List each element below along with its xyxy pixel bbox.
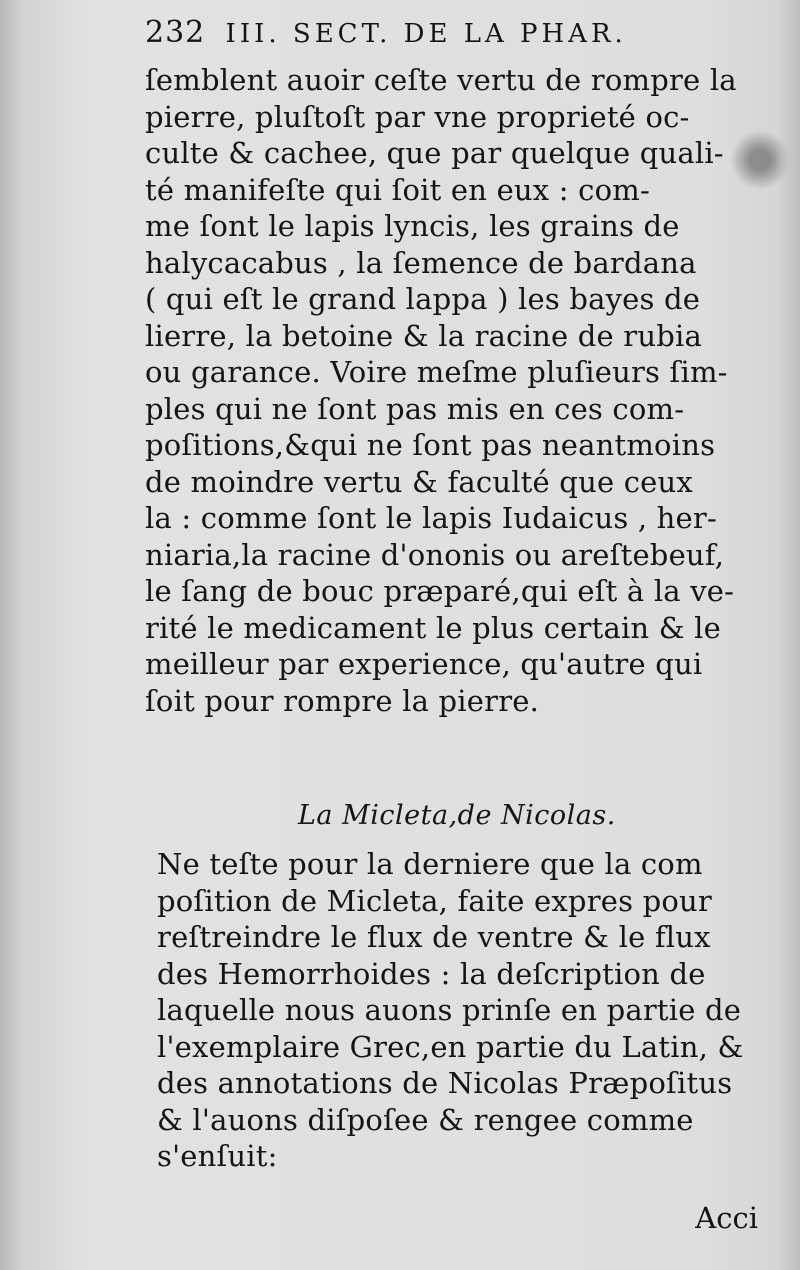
page-gutter-shadow — [0, 0, 22, 1270]
text-line: me ſont le lapis lyncis, les grains de — [145, 209, 680, 243]
text-line: lierre, la betoine & la racine de rubia — [145, 318, 702, 353]
text-line: rité le medicament le plus certain & le — [145, 610, 721, 645]
main-paragraph — [145, 62, 745, 719]
text-line: niaria,la racine d'ononis ou areſtebeuf, — [145, 537, 725, 572]
second-paragraph — [157, 846, 757, 1175]
text-line: & l'auons diſpoſee & rengee comme — [157, 1102, 694, 1137]
page-number: 232 — [145, 15, 206, 50]
text-line: ( qui eſt le grand lappa ) les bayes de — [145, 282, 701, 316]
text-line: pierre, pluſtoſt par vne proprieté oc- — [145, 99, 690, 134]
text-line: des annotations de Nicolas Præpoſitus — [157, 1066, 733, 1100]
text-line: des Hemorrhoides : la deſcription de — [157, 956, 706, 991]
text-line: reſtreindre le flux de ventre & le flux — [157, 920, 711, 954]
text-line: ſemblent auoir ceſte vertu de rompre la — [145, 63, 737, 97]
text-line: té manifeſte qui ſoit en eux : com- — [145, 172, 650, 207]
section-title: III. SECT. DE LA PHAR. — [225, 19, 627, 49]
page-edge-shadow — [776, 0, 800, 1270]
section-subheading: La Micleta,de Nicolas. — [298, 800, 616, 831]
text-line: meilleur par experience, qu'autre qui — [145, 647, 703, 681]
text-line: laquelle nous auons prinſe en partie de — [157, 993, 742, 1027]
catchword: Acci — [695, 1201, 758, 1235]
text-line: ou garance. Voire meſme pluſieurs ſim- — [145, 355, 728, 389]
text-line: ples qui ne ſont pas mis en ces com- — [145, 391, 685, 426]
text-line: la : comme ſont le lapis Iudaicus , her- — [145, 501, 717, 535]
text-line: le ſang de bouc præparé,qui eſt à la ve- — [145, 574, 735, 608]
text-line: poſitions,&qui ne ſont pas neantmoins — [145, 428, 716, 462]
text-line: ſoit pour rompre la pierre. — [145, 683, 540, 718]
text-line: s'enſuit: — [157, 1139, 278, 1173]
text-line: l'exemplaire Grec,en partie du Latin, & — [157, 1029, 744, 1064]
text-line: culte & cachee, que par quelque quali- — [145, 136, 724, 170]
text-line: de moindre vertu & faculté que ceux — [145, 464, 693, 499]
text-line: poſition de Micleta, faite expres pour — [157, 883, 712, 918]
text-line: halycacabus , la ſemence de bardana — [145, 245, 697, 280]
running-header — [145, 14, 735, 53]
text-line: Ne teſte pour la derniere que la com — [157, 847, 703, 881]
